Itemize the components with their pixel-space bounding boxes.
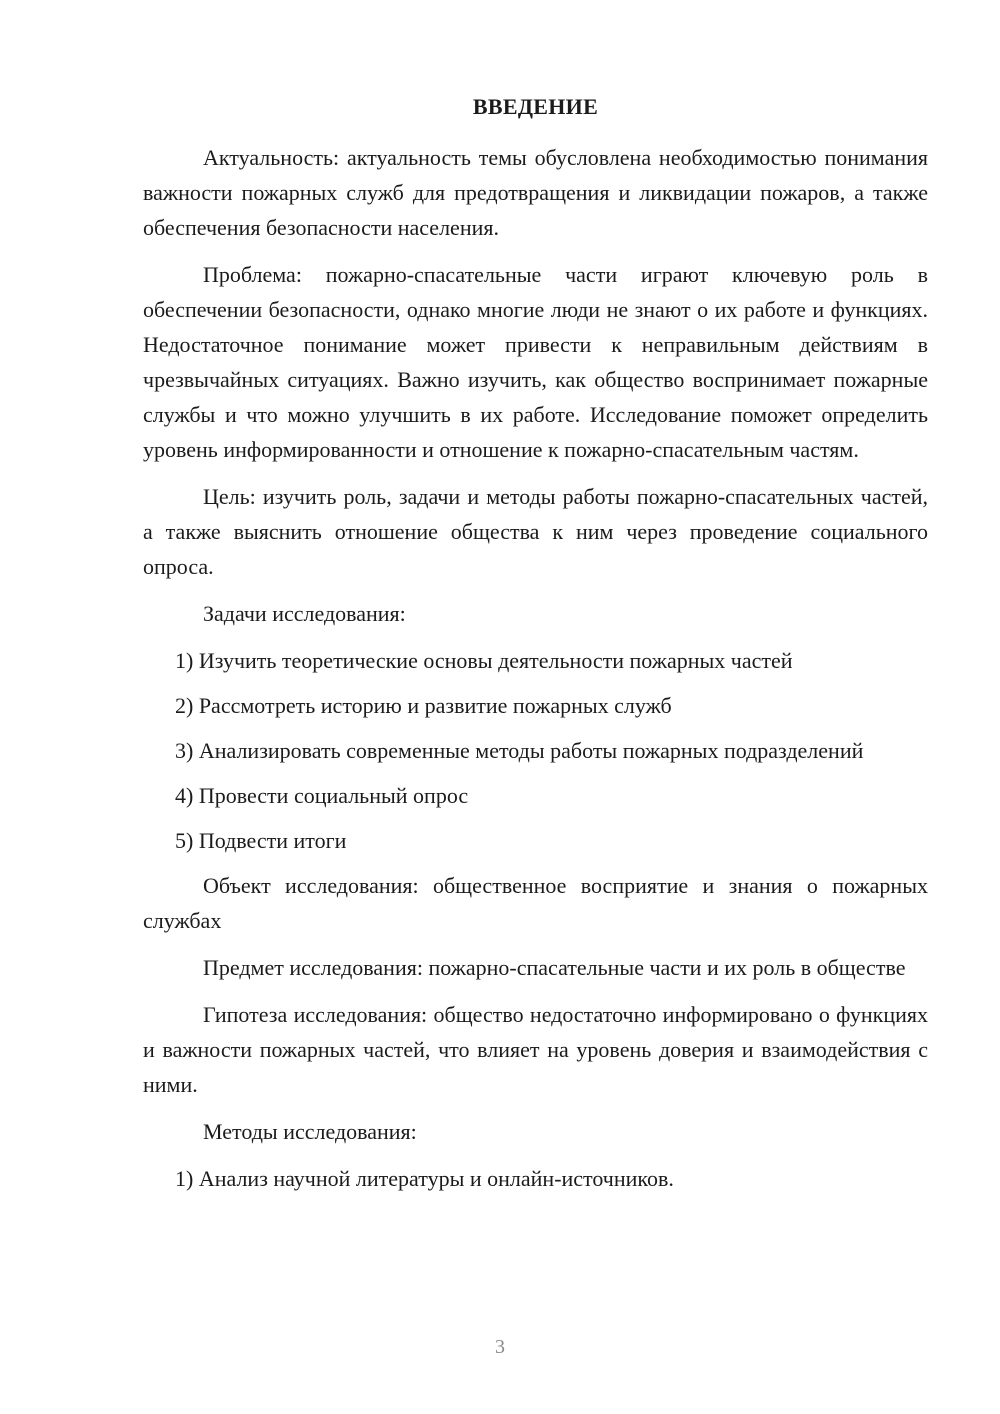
object-paragraph: Объект исследования: общественное восприятие и знания о пожарных службах [143, 873, 928, 933]
problem-paragraph: Проблема: пожарно-спасательные части играют ключевую роль в обеспечении безопасности, однако многие люди не знают о их работе и функциях. Недостаточное понимание может привести к неправильным действиям в чрезвычайных ситуациях. Важно изучить, как общество воспринимает пожарные службы и что можно улучшить в их работе. Исследование поможет определить уровень информированности и отношение к пожарно-спасательным частям. [143, 262, 928, 462]
task-item-1: 1) Изучить теоретические основы деятельности пожарных частей [175, 648, 793, 673]
methods-heading: Методы исследования: [203, 1119, 417, 1144]
relevance-paragraph: Актуальность: актуальность темы обусловлена необходимостью понимания важности пожарных служб для предотвращения и ликвидации пожаров, а также обеспечения безопасности населения. [143, 145, 928, 240]
page-number: 3 [495, 1336, 505, 1358]
task-item-5: 5) Подвести итоги [175, 828, 347, 853]
hypothesis-paragraph: Гипотеза исследования: общество недостаточно информировано о функциях и важности пожарных частей, что влияет на уровень доверия и взаимодействия с ними. [143, 1002, 928, 1097]
method-item-1: 1) Анализ научной литературы и онлайн-источников. [175, 1166, 674, 1191]
tasks-heading: Задачи исследования: [203, 601, 406, 626]
section-title: ВВЕДЕНИЕ [472, 94, 599, 119]
document-page [143, 92, 928, 1206]
task-item-2: 2) Рассмотреть историю и развитие пожарных служб [175, 693, 672, 718]
task-item-4: 4) Провести социальный опрос [175, 783, 469, 808]
subject-paragraph: Предмет исследования: пожарно-спасательные части и их роль в обществе [203, 955, 906, 980]
task-item-3: 3) Анализировать современные методы работы пожарных подразделений [175, 738, 864, 763]
goal-paragraph: Цель: изучить роль, задачи и методы работы пожарно-спасательных частей, а также выяснить отношение общества к ним через проведение социального опроса. [143, 484, 928, 579]
